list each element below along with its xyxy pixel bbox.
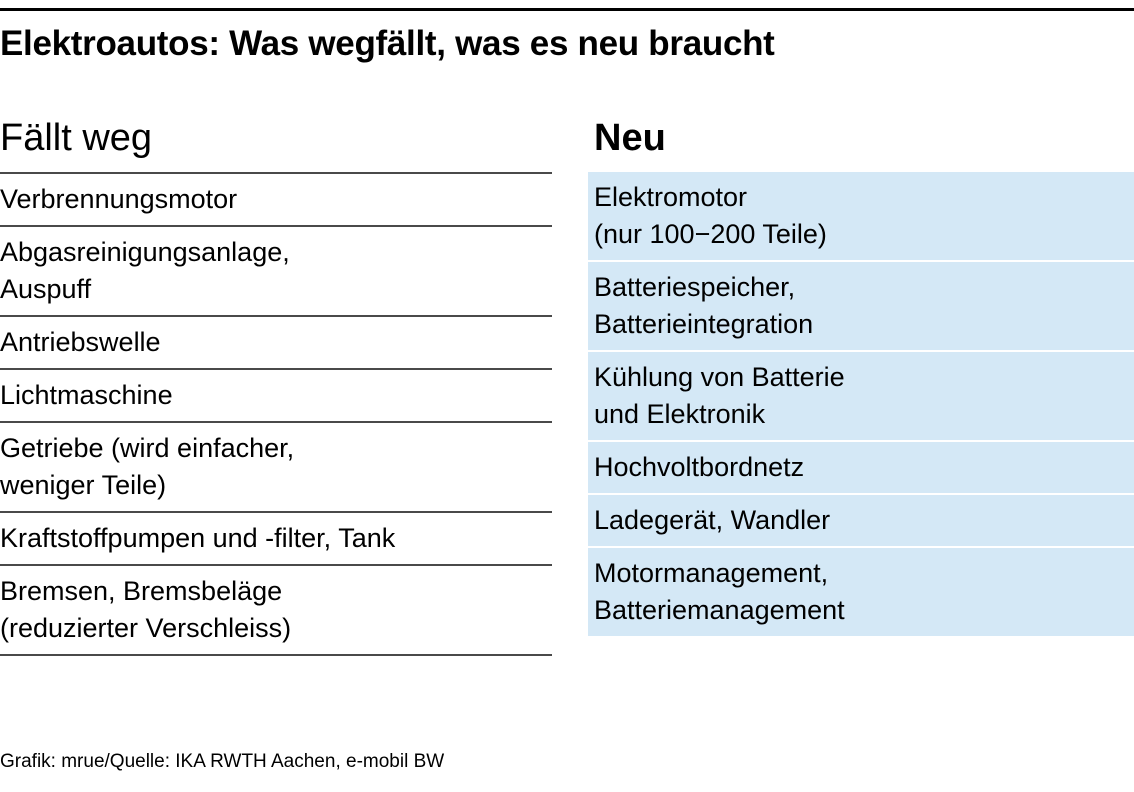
list-faellt-weg [0,172,552,656]
column-header-left: Fällt weg [0,117,153,159]
column-faellt-weg [0,112,552,656]
column-neu [588,112,1134,638]
page-title: Elektroautos: Was wegfällt, was es neu braucht [0,24,775,63]
table-columns [0,112,1134,656]
list-item-line: Batterieintegration [594,309,814,339]
list-item [0,317,552,370]
list-item-line: weniger Teile) [0,470,167,500]
list-item-line: Batteriemanagement [594,595,845,625]
list-item-line: Ladegerät, Wandler [594,505,831,535]
list-item-line: Kühlung von Batterie [594,362,845,392]
list-item-line: (nur 100−200 Teile) [594,219,827,249]
list-item [0,423,552,513]
list-item-line: Antriebswelle [0,327,161,357]
column-header-right: Neu [594,117,666,159]
list-item [588,262,1134,352]
list-item [0,566,552,656]
top-divider [0,8,1134,11]
list-item-line: Elektromotor [594,182,748,212]
list-item [0,227,552,317]
list-item-line: Lichtmaschine [0,380,173,410]
list-item-line: Getriebe (wird einfacher, [0,433,295,463]
source-credit: Grafik: mrue/Quelle: IKA RWTH Aachen, e-mobil BW [0,751,445,772]
list-item [588,495,1134,548]
list-item [588,548,1134,638]
list-item-line: Abgasreinigungsanlage, [0,237,290,267]
list-item [0,513,552,566]
list-item [588,352,1134,442]
list-item-line: Verbrennungsmotor [0,184,238,214]
list-item-line: Hochvoltbordnetz [594,452,805,482]
list-item-line: Kraftstoffpumpen und -filter, Tank [0,523,396,553]
list-item-line: Bremsen, Bremsbeläge [0,576,283,606]
list-item-line: und Elektronik [594,399,766,429]
list-item [0,370,552,423]
list-item-line: Batteriespeicher, [594,272,796,302]
list-item [0,174,552,227]
list-item-line: Auspuff [0,274,92,304]
list-item-line: Motormanagement, [594,558,829,588]
list-item [588,172,1134,262]
list-neu [588,172,1134,638]
list-item [588,442,1134,495]
list-item-line: (reduzierter Verschleiss) [0,613,292,643]
